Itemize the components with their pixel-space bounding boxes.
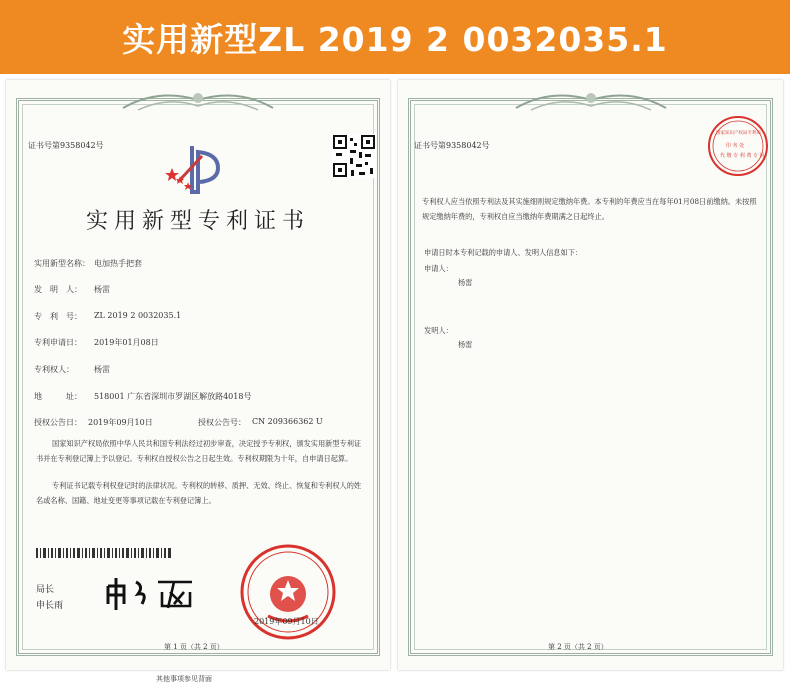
document-title: 实用新型专利证书: [85, 209, 310, 234]
field-inventor-value: 杨雷: [94, 285, 110, 294]
field-design-name-value: 电加热手把套: [94, 259, 142, 268]
grant-date-value: 2019年09月10日: [88, 418, 153, 427]
fee-seal-line1: 国家知识产权局专利局: [716, 131, 761, 136]
fee-seal-line2: 印 务 处: [726, 143, 745, 149]
signature-icon: [102, 572, 202, 614]
grant-date-label: 授权公告日：: [34, 418, 82, 427]
director-title: 局长: [36, 585, 55, 595]
certificate-page-1: [6, 80, 390, 683]
legal-status-statement: 专利证书记载专利权登记时的法律状况。专利权的转移、质押、无效、终止、恢复和专利权人的姓名或名称、国籍、地址变更等事项记载在专利登记簿上。: [36, 481, 362, 505]
back-note: 其他事项参见背面: [156, 675, 212, 683]
patent-office-logo-icon: [164, 142, 234, 198]
fee-seal-line3: 代 缴 专 利 费 专 用: [720, 153, 765, 159]
field-filing-date-value: 2019年01月08日: [94, 338, 159, 347]
seal-date: 2019年09月10日: [254, 617, 319, 626]
inventor-label: 发明人：: [424, 326, 453, 335]
grant-number-value: CN 209366362 U: [252, 417, 323, 426]
certificate-page-2: [398, 80, 783, 670]
field-patent-no-label: 专 利 号：: [34, 312, 82, 321]
certificate-number: 证书号第9358042号: [28, 141, 104, 150]
page-number: 第 1 页（共 2 页）: [164, 643, 224, 651]
field-design-name-label: 实用新型名称：: [34, 259, 90, 268]
grant-number-label: 授权公告号：: [198, 418, 246, 427]
applicant-label: 申请人：: [424, 264, 453, 273]
applicant-name: 杨雷: [458, 278, 473, 287]
inner-frame: [414, 104, 767, 650]
field-patent-no-value: ZL 2019 2 0032035.1: [94, 311, 182, 320]
certificate-number: 证书号第9358042号: [414, 141, 490, 150]
annual-fee-statement: 专利权人应当依照专利法及其实施细则规定缴纳年费。本专利的年费应当在每年01月08日前缴纳。未按照规定缴纳年费的，专利权自应当缴纳年费期满之日起终止。: [422, 197, 757, 221]
field-patentee-label: 专利权人：: [34, 365, 74, 374]
official-seal-icon: [238, 542, 338, 642]
ornament-icon: [118, 86, 278, 116]
field-address-label: 地 址：: [34, 392, 82, 401]
field-filing-date-label: 专利申请日：: [34, 338, 82, 347]
title-banner: [0, 0, 790, 74]
ornament-icon: [511, 86, 671, 116]
info-intro: 申请日时本专利记载的申请人、发明人信息如下：: [424, 248, 583, 257]
banner-title: 实用新型ZL 2019 2 0032035.1: [122, 19, 668, 59]
inventor-name: 杨雷: [458, 340, 473, 349]
barcode-icon: [36, 548, 172, 558]
director-name: 申长雨: [36, 601, 64, 611]
field-address-value: 518001 广东省深圳市罗湖区解放路4018号: [94, 392, 252, 401]
field-patentee-value: 杨雷: [94, 365, 110, 374]
field-inventor-label: 发 明 人：: [34, 285, 82, 294]
grant-statement: 国家知识产权局依照中华人民共和国专利法经过初步审查，决定授予专利权，颁发实用新型专利证书并在专利登记簿上予以登记。专利权自授权公告之日起生效。专利权期限为十年，自申请日起算。: [36, 439, 362, 463]
page-number: 第 2 页（共 2 页）: [548, 643, 608, 651]
qr-code-icon: [332, 134, 376, 178]
